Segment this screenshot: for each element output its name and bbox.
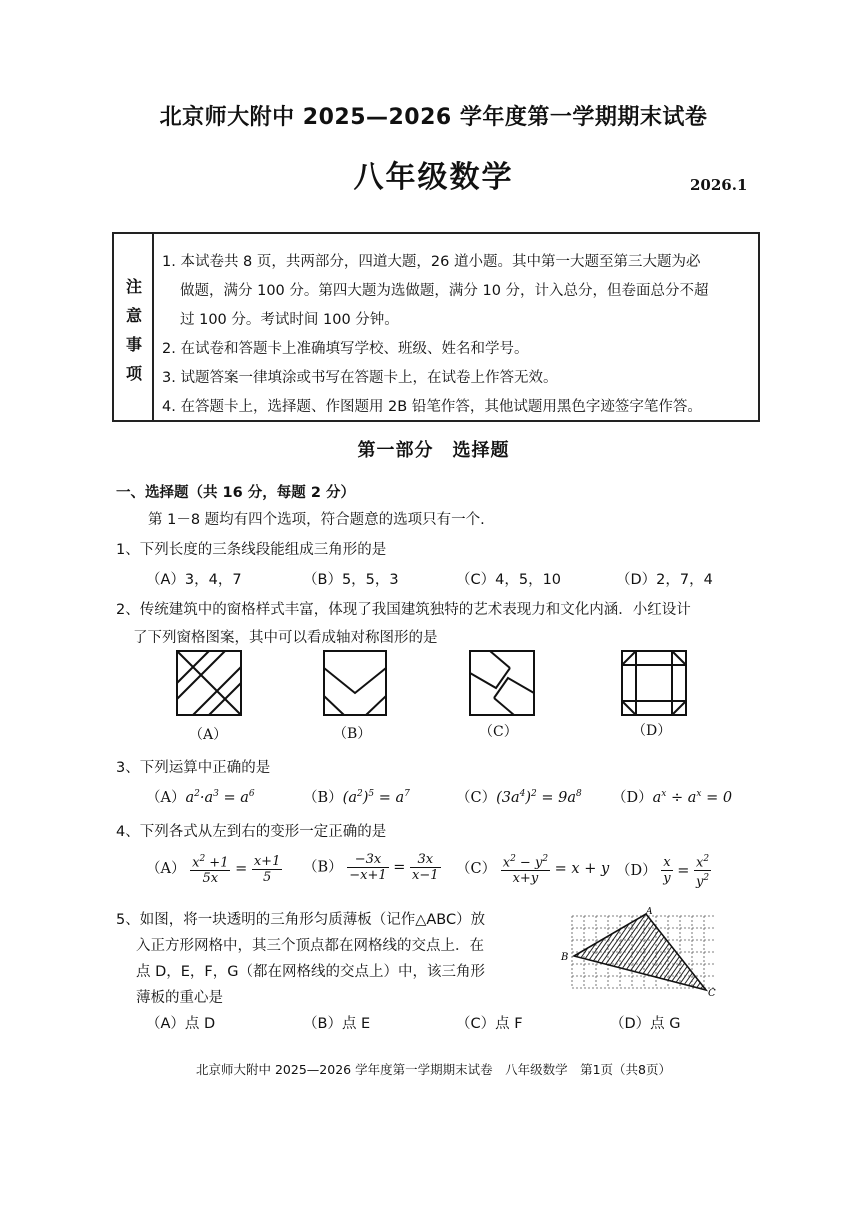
question-5-stem-line2: 入正方形网格中，其三个顶点都在网格线的交点上．在 bbox=[136, 938, 484, 954]
question-2-stem-line1: 2、传统建筑中的窗格样式丰富，体现了我国建筑独特的艺术表现力和文化内涵．小红设计 bbox=[116, 602, 691, 618]
q3-expression-a: $a^2\cdot a^3 = a^6$ bbox=[185, 789, 255, 806]
q4-d-right-fraction: $\frac{x^2}{y^2}$ bbox=[695, 854, 710, 890]
section-note: 第 1－8 题均有四个选项，符合题意的选项只有一个. bbox=[148, 512, 485, 528]
q2-label-a: （A） bbox=[189, 727, 228, 743]
q4-b-right-fraction: $\frac{3x}{x-1}$ bbox=[412, 852, 439, 883]
notice-label-char: 注 bbox=[125, 277, 142, 296]
q4-d-left-fraction: $\frac{x}{y}$ bbox=[663, 855, 671, 887]
q1-option-c: （C）4，5，10 bbox=[456, 572, 562, 588]
notice-label-char: 事 bbox=[125, 335, 142, 354]
q4-label-d: （D） bbox=[616, 862, 657, 879]
part-title: 第一部分 选择题 bbox=[357, 440, 510, 461]
q2-pattern-c bbox=[470, 651, 534, 715]
notice-item-1-line3: 过 100 分。考试时间 100 分钟。 bbox=[180, 312, 399, 328]
question-5-stem-line1: 5、如图，将一块透明的三角形匀质薄板（记作△ABC）放 bbox=[116, 912, 486, 928]
exam-date: 2026.1 bbox=[690, 176, 748, 194]
q3-option-b bbox=[303, 786, 410, 807]
q4-c-left-fraction: $\frac{x^2 - y^2}{x+y}$ bbox=[502, 854, 549, 887]
q3-label-a: （A） bbox=[146, 790, 186, 806]
q1-option-d: （D）2，7，4 bbox=[616, 572, 713, 588]
q5-option-a: （A）点 D bbox=[146, 1016, 216, 1032]
notice-item-1-line2: 做题，满分 100 分。第四大题为选做题，满分 10 分，计入总分，但卷面总分不超 bbox=[180, 283, 709, 299]
section-heading: 一、选择题（共 16 分，每题 2 分） bbox=[116, 485, 355, 501]
q5-vertex-b: B bbox=[561, 952, 569, 963]
q4-b-left-fraction: $\frac{-3x}{-x+1}$ bbox=[349, 852, 387, 883]
q5-option-b: （B）点 E bbox=[303, 1016, 371, 1032]
question-1-stem: 1、下列长度的三条线段能组成三角形的是 bbox=[116, 542, 387, 558]
notice-item-2: 2. 在试卷和答题卡上准确填写学校、班级、姓名和学号。 bbox=[162, 341, 529, 357]
q3-expression-d: $a^x \div a^x = 0$ bbox=[652, 789, 733, 806]
question-4-stem: 4、下列各式从左到右的变形一定正确的是 bbox=[116, 824, 387, 840]
q2-label-b: （B） bbox=[333, 726, 372, 742]
q4-label-a: （A） bbox=[146, 861, 186, 878]
notice-label-char: 项 bbox=[125, 364, 142, 383]
q4-option-a: （A） $\frac{x^2 +1}{5x}$ = $\frac{x+1}{5}$ bbox=[146, 853, 281, 887]
question-5-stem-line3: 点 D，E，F，G（都在网格线的交点上）中，该三角形 bbox=[136, 964, 486, 980]
q5-triangle-abc bbox=[574, 914, 706, 990]
q3-label-b: （B） bbox=[303, 790, 343, 806]
q1-option-a: （A）3，4，7 bbox=[146, 572, 242, 588]
q5-vertex-a: A bbox=[646, 907, 653, 917]
q5-option-c: （C）点 F bbox=[456, 1016, 523, 1032]
q3-option-a bbox=[146, 786, 255, 807]
notice-label bbox=[124, 272, 144, 388]
q3-label-d: （D） bbox=[612, 790, 653, 806]
q3-expression-c: $(3a^4)^2 = 9a^8$ bbox=[496, 789, 582, 806]
q5-triangle-grid-figure bbox=[558, 906, 728, 998]
q3-label-c: （C） bbox=[456, 790, 497, 806]
page-footer: 北京师大附中 2025—2026 学年度第一学期期末试卷 八年级数学 第1页（共8页） bbox=[196, 1062, 671, 1077]
q4-option-d: （D） $\frac{x}{y}$ = $\frac{x^2}{y^2}$ bbox=[616, 854, 710, 890]
q4-option-b: （B） $\frac{-3x}{-x+1}$ = $\frac{3x}{x-1}$ bbox=[303, 852, 439, 883]
q4-label-b: （B） bbox=[303, 859, 343, 876]
q2-pattern-d bbox=[622, 651, 686, 715]
notice-box bbox=[112, 232, 760, 422]
q4-option-c: （C） $\frac{x^2 - y^2}{x+y}$ = x + y bbox=[456, 854, 610, 887]
q2-pattern-b bbox=[324, 651, 386, 715]
notice-label-char: 意 bbox=[125, 306, 142, 325]
q4-a-right-fraction: $\frac{x+1}{5}$ bbox=[253, 853, 281, 885]
q3-expression-b: $(a^2)^5 = a^7$ bbox=[342, 789, 410, 806]
q1-option-b: （B）5，5，3 bbox=[303, 572, 399, 588]
q5-option-d: （D）点 G bbox=[610, 1016, 681, 1032]
q4-label-c: （C） bbox=[456, 861, 497, 878]
q4-a-left-fraction: $\frac{x^2 +1}{5x}$ bbox=[192, 854, 229, 887]
question-5-stem-line4: 薄板的重心是 bbox=[136, 990, 223, 1006]
notice-item-1: 1. 本试卷共 8 页，共两部分，四道大题，26 道小题。其中第一大题至第三大题为必 bbox=[162, 254, 701, 270]
notice-item-4: 4. 在答题卡上，选择题、作图题用 2B 铅笔作答，其他试题用黑色字迹签字笔作答。 bbox=[162, 399, 702, 415]
notice-label-column bbox=[114, 234, 154, 420]
q2-label-c: （C） bbox=[479, 724, 518, 740]
exam-subject-title: 八年级数学 bbox=[353, 160, 514, 195]
q2-window-patterns bbox=[170, 648, 700, 720]
notice-item-3: 3. 试题答案一律填涂或书写在答题卡上，在试卷上作答无效。 bbox=[162, 370, 558, 386]
question-2-stem-line2: 了下列窗格图案，其中可以看成轴对称图形的是 bbox=[133, 630, 438, 646]
q3-option-d bbox=[612, 786, 732, 807]
exam-school-title: 北京师大附中 2025—2026 学年度第一学期期末试卷 bbox=[159, 105, 708, 130]
q3-option-c bbox=[456, 786, 582, 807]
question-3-stem: 3、下列运算中正确的是 bbox=[116, 760, 271, 776]
q2-pattern-a bbox=[177, 651, 241, 715]
q2-label-d: （D） bbox=[632, 723, 672, 739]
q5-vertex-c: C bbox=[708, 988, 716, 998]
